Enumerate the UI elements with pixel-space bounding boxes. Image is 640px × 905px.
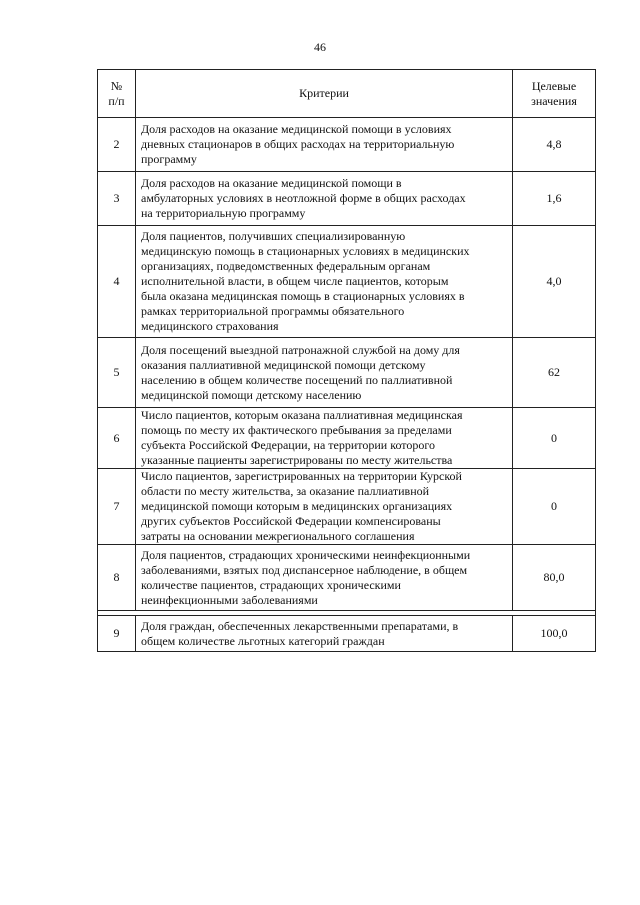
criterion-line: организациях, подведомственных федеральным органам xyxy=(141,259,431,273)
row-number: 8 xyxy=(98,545,136,611)
table-row xyxy=(98,616,596,652)
row-criterion xyxy=(136,172,513,226)
row-target-value: 0 xyxy=(513,408,596,469)
criterion-line: Число пациентов, зарегистрированных на территории Курской xyxy=(141,469,462,483)
table-row xyxy=(98,408,596,469)
criterion-line: дневных стационаров в общих расходах на территориальную xyxy=(141,137,455,151)
header-number-abbr: п/п xyxy=(108,93,125,108)
row-number: 2 xyxy=(98,118,136,172)
criterion-line: медицинского страхования xyxy=(141,319,279,333)
header-target-values xyxy=(513,70,596,118)
header-target-line1: Целевые xyxy=(531,78,577,93)
row-criterion xyxy=(136,469,513,545)
row-criterion xyxy=(136,616,513,652)
criterion-line: была оказана медицинская помощь в стационарных условиях в xyxy=(141,289,465,303)
criterion-line: Доля расходов на оказание медицинской помощи в условиях xyxy=(141,122,452,136)
row-number: 9 xyxy=(98,616,136,652)
criterion-line: населению в общем количестве посещений по паллиативной xyxy=(141,372,453,387)
table-row xyxy=(98,118,596,172)
row-target-value: 4,0 xyxy=(513,226,596,338)
row-target-value: 0 xyxy=(513,469,596,545)
header-number xyxy=(98,70,136,118)
row-criterion xyxy=(136,118,513,172)
criterion-line: Доля граждан, обеспеченных лекарственными препаратами, в xyxy=(141,618,459,633)
table-row xyxy=(98,172,596,226)
criterion-line: общем количестве льготных категорий граждан xyxy=(141,633,385,648)
criterion-line: указанные пациенты зарегистрированы по месту жительства xyxy=(141,453,453,467)
row-number: 4 xyxy=(98,226,136,338)
row-number: 5 xyxy=(98,338,136,408)
criterion-line: затраты на основании межрегионального соглашения xyxy=(141,529,415,543)
criterion-line: программу xyxy=(141,152,197,166)
row-target-value: 80,0 xyxy=(513,545,596,611)
row-number: 6 xyxy=(98,408,136,469)
criteria-table xyxy=(97,69,596,652)
criterion-line: Доля посещений выездной патронажной службой на дому для xyxy=(141,342,460,357)
row-target-value: 1,6 xyxy=(513,172,596,226)
row-criterion xyxy=(136,545,513,611)
row-criterion xyxy=(136,338,513,408)
row-target-value: 4,8 xyxy=(513,118,596,172)
criterion-line: на территориальную программу xyxy=(141,206,306,220)
criterion-line: Доля расходов на оказание медицинской помощи в xyxy=(141,176,402,190)
criterion-line: субъекта Российской Федерации, на территории которого xyxy=(141,438,435,452)
criterion-line: амбулаторных условиях в неотложной форме в общих расходах xyxy=(141,191,466,205)
criterion-line: Число пациентов, которым оказана паллиативная медицинская xyxy=(141,408,463,422)
header-number-symbol: № xyxy=(110,78,123,93)
criterion-line: заболеваниями, взятых под диспансерное наблюдение, в общем xyxy=(141,562,468,577)
criterion-line: помощь по месту их фактического пребывания за пределами xyxy=(141,423,452,437)
criterion-line: неинфекционными заболеваниями xyxy=(141,592,318,607)
criterion-line: рамках территориальной программы обязательного xyxy=(141,304,405,318)
row-number: 7 xyxy=(98,469,136,545)
table-row xyxy=(98,226,596,338)
table-row xyxy=(98,338,596,408)
criterion-line: медицинскую помощь в стационарных условиях в медицинских xyxy=(141,244,470,258)
table-row xyxy=(98,469,596,545)
header-target-line2: значения xyxy=(531,93,577,108)
header-criteria: Критерии xyxy=(136,70,513,118)
row-target-value: 100,0 xyxy=(513,616,596,652)
criterion-line: области по месту жительства, за оказание паллиативной xyxy=(141,484,430,498)
row-criterion xyxy=(136,226,513,338)
row-target-value: 62 xyxy=(513,338,596,408)
criterion-line: Доля пациентов, страдающих хроническими неинфекционными xyxy=(141,547,471,562)
criterion-line: медицинской помощи детскому населению xyxy=(141,387,362,402)
table-header-row xyxy=(98,70,596,118)
row-criterion xyxy=(136,408,513,469)
criterion-line: других субъектов Российской Федерации компенсированы xyxy=(141,514,441,528)
criterion-line: медицинской помощи которым в медицинских организациях xyxy=(141,499,453,513)
table-body xyxy=(98,118,596,652)
table-row xyxy=(98,545,596,611)
criterion-line: оказания паллиативной медицинской помощи детскому xyxy=(141,357,426,372)
row-number: 3 xyxy=(98,172,136,226)
criterion-line: исполнительной власти, в общем числе пациентов, которым xyxy=(141,274,449,288)
page-number: 46 xyxy=(314,40,326,54)
criterion-line: количестве пациентов, страдающих хроническими xyxy=(141,577,401,592)
criterion-line: Доля пациентов, получивших специализированную xyxy=(141,229,406,243)
